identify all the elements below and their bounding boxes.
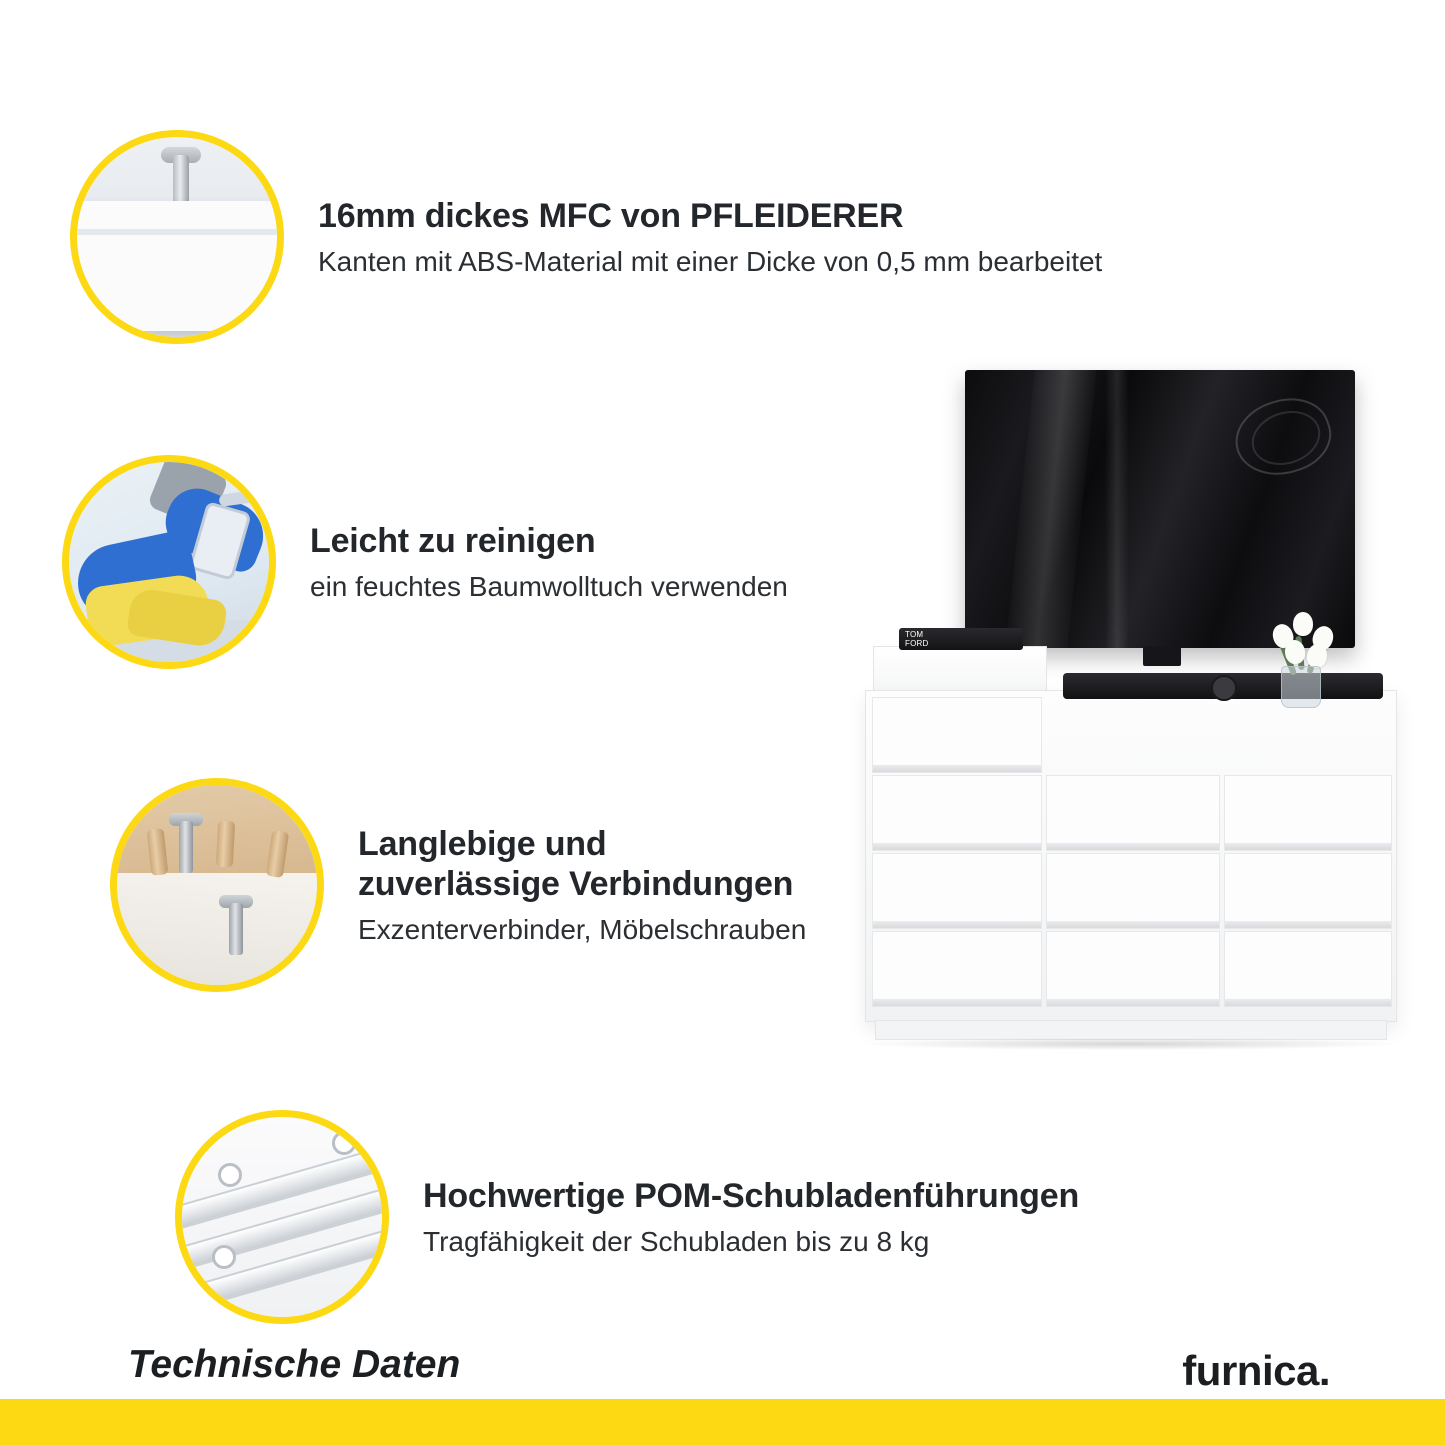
- media-console-box: [899, 628, 1023, 650]
- television-icon: [965, 370, 1355, 648]
- feature-text-runners: [423, 1176, 1079, 1259]
- feature-subtitle: Kanten mit ABS-Material mit einer Dicke von 0,5 mm bearbeitet: [318, 245, 1103, 277]
- feature-row-mfc: [70, 130, 1102, 344]
- feature-text-mfc: [318, 196, 1102, 279]
- drawer: [1224, 931, 1392, 1007]
- drawer: [872, 853, 1042, 929]
- board-corner-icon: [70, 130, 284, 344]
- cleaning-gloves-icon: [62, 455, 276, 669]
- dresser-shadow: [865, 1038, 1395, 1050]
- flower-vase: [1245, 612, 1355, 707]
- feature-title: 16mm dickes MFC von PFLEIDERER: [318, 196, 904, 235]
- dresser-body: [865, 690, 1397, 1022]
- feature-subtitle: ein feuchtes Baumwolltuch verwenden: [310, 570, 788, 602]
- feature-title-line1: Langlebige und: [358, 824, 607, 863]
- feature-text-cleaning: [310, 521, 788, 604]
- drawer: [872, 931, 1042, 1007]
- drawer: [1046, 775, 1220, 851]
- soundbar-knob: [1211, 675, 1237, 701]
- console-label-line1: TOM: [905, 630, 924, 639]
- console-label-line2: FORD: [905, 639, 929, 648]
- page-title: Technische Daten: [128, 1343, 461, 1386]
- feature-title: Leicht zu reinigen: [310, 521, 596, 560]
- brand-logo: furnica.: [1182, 1347, 1330, 1394]
- feature-title-line2: zuverlässige Verbindungen: [358, 864, 794, 903]
- dowel-connectors-icon: [110, 778, 324, 992]
- feature-subtitle: Exzenterverbinder, Möbelschrauben: [358, 913, 807, 945]
- drawer: [1224, 775, 1392, 851]
- product-photo: [845, 360, 1415, 1050]
- feature-subtitle: Tragfähigkeit der Schubladen bis zu 8 kg: [423, 1225, 930, 1257]
- drawer-runner-icon: [175, 1110, 389, 1324]
- feature-row-cleaning: [62, 455, 788, 669]
- drawer: [1046, 931, 1220, 1007]
- drawer: [1224, 853, 1392, 929]
- drawer: [1046, 853, 1220, 929]
- dresser-plinth: [875, 1020, 1387, 1040]
- drawer: [872, 775, 1042, 851]
- drawer: [872, 697, 1042, 773]
- feature-row-connections: [110, 778, 806, 992]
- feature-row-runners: [175, 1110, 1079, 1324]
- feature-title: Hochwertige POM-Schubladenführungen: [423, 1176, 1080, 1215]
- footer-accent-bar: [0, 1399, 1445, 1445]
- feature-text-connections: [358, 824, 806, 947]
